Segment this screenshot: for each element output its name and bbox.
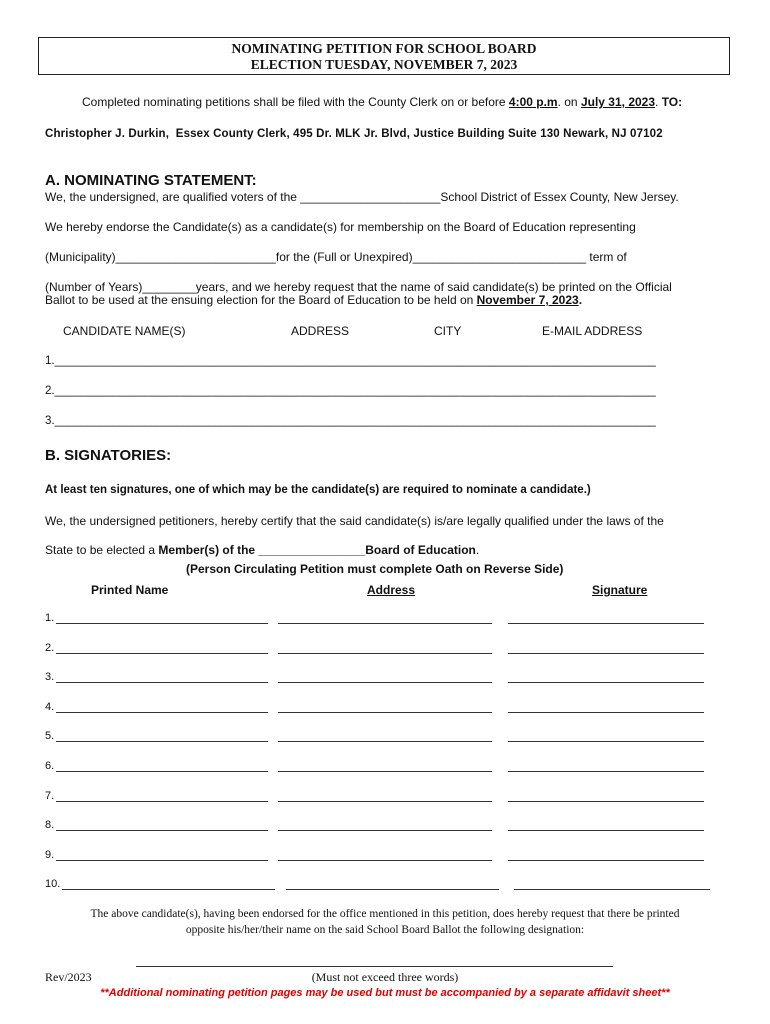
certify-post: . (475, 543, 480, 557)
certify-line-2 (45, 543, 479, 557)
signature-line[interactable] (508, 801, 704, 802)
additional-pages-note: **Additional nominating petition pages may be used but must be accompanied by a separate affidavit sheet** (100, 987, 670, 999)
address-line[interactable] (278, 682, 492, 683)
signature-requirement: At least ten signatures, one of which may be the candidate(s) are required to nominate a candidate.) (45, 484, 591, 496)
section-b-heading: B. SIGNATORIES: (45, 447, 172, 464)
signatory-row-number: 4. (45, 700, 55, 713)
section-a-heading: A. NOMINATING STATEMENT: (45, 172, 257, 189)
col-email: E-MAIL ADDRESS (542, 324, 643, 338)
address-line[interactable] (278, 801, 492, 802)
signatory-row-number: 7. (45, 789, 55, 802)
signature-line[interactable] (508, 623, 704, 624)
signature-line[interactable] (508, 771, 704, 772)
printed-name-line[interactable] (62, 889, 275, 890)
address-line[interactable] (278, 860, 492, 861)
title-box (38, 37, 730, 75)
col-signatory-address: Address (367, 583, 416, 597)
filing-text-post: . (655, 95, 662, 109)
filing-to: TO: (661, 95, 683, 109)
col-address: ADDRESS (291, 324, 350, 338)
election-date: November 7, 2023 (476, 293, 579, 307)
clerk-address: Christopher J. Durkin, Essex County Clerk, 495 Dr. MLK Jr. Blvd, Justice Building Suite 130 Newark, NJ 07102 (45, 128, 663, 140)
filing-instructions (82, 95, 682, 109)
signatory-row-number: 2. (45, 641, 55, 654)
address-line[interactable] (278, 623, 492, 624)
col-signature: Signature (592, 583, 648, 597)
signature-line[interactable] (508, 741, 704, 742)
signature-line[interactable] (514, 889, 710, 890)
printed-name-line[interactable] (56, 653, 268, 654)
request-line-2: opposite his/her/their name on the said School Board Ballot the following designation: (185, 924, 585, 936)
signature-line[interactable] (508, 653, 704, 654)
printed-name-line[interactable] (56, 801, 268, 802)
candidate-row-1[interactable]: 1.______________________________________________________________________________________________ (45, 355, 656, 367)
designation-note: (Must not exceed three words) (311, 970, 459, 984)
designation-line[interactable] (136, 966, 613, 967)
statement-line-1: We, the undersigned, are qualified voters of the _____________________School District of Essex County, New Jersey. (45, 190, 679, 204)
signatory-row-number: 10. (45, 878, 61, 891)
certify-pre: State to be elected a (45, 543, 159, 557)
address-line[interactable] (278, 712, 492, 713)
printed-name-line[interactable] (56, 830, 268, 831)
printed-name-line[interactable] (56, 741, 268, 742)
filing-text-mid: . on (557, 95, 581, 109)
printed-name-line[interactable] (56, 682, 268, 683)
statement-line-2: We hereby endorse the Candidate(s) as a candidate(s) for membership on the Board of Education representing (45, 220, 636, 234)
signature-line[interactable] (508, 830, 704, 831)
certify-line-1: We, the undersigned petitioners, hereby certify that the said candidate(s) is/are legally qualified under the laws of the (45, 514, 664, 528)
revision-label: Rev/2023 (45, 970, 92, 984)
filing-text-pre: Completed nominating petitions shall be filed with the County Clerk on or before (82, 95, 509, 109)
signatory-row-number: 9. (45, 848, 55, 861)
candidate-row-3[interactable]: 3.______________________________________________________________________________________________ (45, 415, 656, 427)
signatory-row-number: 8. (45, 819, 55, 832)
signatory-row-number: 6. (45, 760, 55, 772)
signature-line[interactable] (508, 682, 704, 683)
statement-line-5-post: . (578, 293, 583, 307)
filing-time: 4:00 p.m (508, 95, 558, 109)
title-line-1: NOMINATING PETITION FOR SCHOOL BOARD (231, 41, 537, 56)
filing-date: July 31, 2023 (580, 95, 656, 109)
signatory-row-number: 1. (45, 612, 55, 624)
signature-line[interactable] (508, 860, 704, 861)
address-line[interactable] (286, 889, 499, 890)
statement-line-4: (Number of Years)________years, and we hereby request that the name of said candidate(s) be printed on the Official (45, 280, 672, 294)
printed-name-line[interactable] (56, 712, 268, 713)
oath-note: (Person Circulating Petition must complete Oath on Reverse Side) (186, 562, 564, 576)
address-line[interactable] (278, 830, 492, 831)
printed-name-line[interactable] (56, 623, 268, 624)
statement-line-5 (45, 293, 582, 307)
col-printed-name: Printed Name (91, 583, 169, 597)
certify-member: Member(s) of the ________________Board of Education (158, 543, 476, 557)
title-line-2: ELECTION TUESDAY, NOVEMBER 7, 2023 (250, 57, 518, 72)
statement-line-5-pre: Ballot to be used at the ensuing election for the Board of Education to be held on (45, 293, 477, 307)
signatory-row-number: 3. (45, 671, 55, 684)
statement-line-3: (Municipality)________________________for the (Full or Unexpired)__________________________ term of (45, 250, 627, 264)
address-line[interactable] (278, 653, 492, 654)
address-line[interactable] (278, 771, 492, 772)
address-line[interactable] (278, 741, 492, 742)
candidate-row-2[interactable]: 2.______________________________________________________________________________________________ (45, 385, 656, 397)
printed-name-line[interactable] (56, 771, 268, 772)
signature-line[interactable] (508, 712, 704, 713)
col-city: CITY (434, 324, 462, 338)
signatory-row-number: 5. (45, 730, 55, 743)
col-candidate-name: CANDIDATE NAME(S) (63, 324, 186, 338)
request-line-1: The above candidate(s), having been endorsed for the office mentioned in this petition, does hereby request that there be printed (90, 908, 680, 920)
printed-name-line[interactable] (56, 860, 268, 861)
